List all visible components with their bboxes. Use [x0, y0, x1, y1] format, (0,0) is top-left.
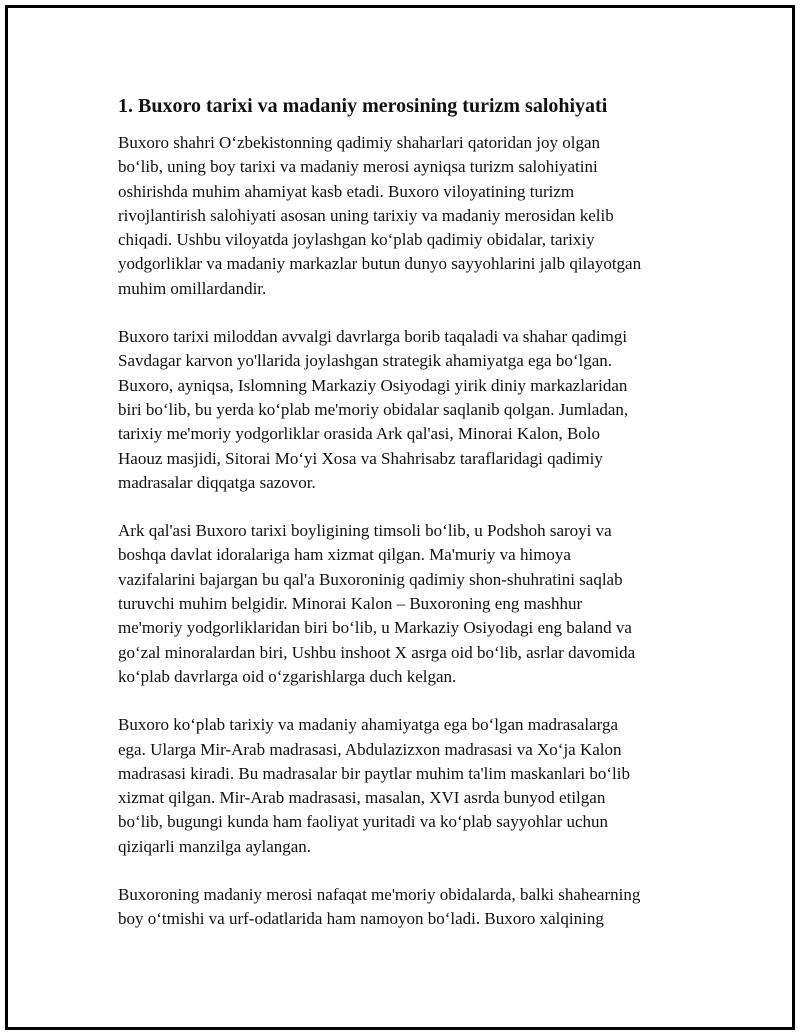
text-line: bo‘lib, uning boy tarixi va madaniy merosi ayniqsa turizm salohiyatini — [118, 157, 598, 177]
text-line: qiziqarli manzilga aylangan. — [118, 836, 312, 856]
document-body — [118, 93, 698, 956]
paragraph-1 — [118, 131, 698, 301]
text-line: xizmat qilgan. Mir-Arab madrasasi, masalan, XVI asrda bunyod etilgan — [118, 788, 606, 808]
text-line: rivojlantirish salohiyati asosan uning tarixiy va madaniy merosidan kelib — [118, 205, 614, 225]
paragraph-3 — [118, 519, 698, 689]
text-line: vazifalarini bajargan bu qal'a Buxoroninig qadimiy shon-shuhratini saqlab — [118, 569, 623, 589]
text-line: Buxoro, ayniqsa, Islomning Markaziy Osiyodagi yirik diniy markazlaridan — [118, 375, 628, 395]
text-line: madrasalar diqqatga sazovor. — [118, 472, 316, 492]
text-line: boy o‘tmishi va urf-odatlarida ham namoyon bo‘ladi. Buxoro xalqining — [118, 909, 604, 929]
text-line: yodgorliklar va madaniy markazlar butun dunyo sayyohlarini jalb qilayotgan — [118, 254, 642, 274]
text-line: turuvchi muhim belgidir. Minorai Kalon – Buxoroning eng mashhur — [118, 594, 583, 614]
text-line: oshirishda muhim ahamiyat kasb etadi. Buxoro viloyatining turizm — [118, 181, 575, 201]
text-line: go‘zal minoralardan biri, Ushbu inshoot X asrga oid bo‘lib, asrlar davomida — [118, 642, 636, 662]
text-line: biri bo‘lib, bu yerda ko‘plab me'moriy obidalar saqlanib qolgan. Jumladan, — [118, 399, 629, 419]
text-line: me'moriy yodgorliklaridan biri bo‘lib, u Markaziy Osiyodagi eng baland va — [118, 618, 632, 638]
text-line: Buxoro ko‘plab tarixiy va madaniy ahamiyatga ega bo‘lgan madrasalarga — [118, 715, 619, 735]
section-heading: 1. Buxoro tarixi va madaniy merosining turizm salohiyati — [118, 95, 608, 117]
text-line: Buxoro shahri O‘zbekistonning qadimiy shaharlari qatoridan joy olgan — [118, 133, 601, 152]
text-line: tarixiy me'moriy yodgorliklar orasida Ark qal'asi, Minorai Kalon, Bolo — [118, 424, 601, 444]
text-line: Buxoroning madaniy merosi nafaqat me'moriy obidalarda, balki shahearning — [118, 885, 641, 905]
paragraph-4 — [118, 713, 698, 859]
text-line: ko‘plab davrlarga oid o‘zgarishlarga duch kelgan. — [118, 666, 457, 686]
text-line: chiqadi. Ushbu viloyatda joylashgan ko‘plab qadimiy obidalar, tarixiy — [118, 230, 595, 250]
text-line: Haouz masjidi, Sitorai Mo‘yi Xosa va Shahrisabz taraflaridagi qadimiy — [118, 448, 603, 468]
text-line: Savdagar karvon yo'llarida joylashgan strategik ahamiyatga ega bo‘lgan. — [118, 351, 613, 371]
text-line: ega. Ularga Mir-Arab madrasasi, Abdulazizxon madrasasi va Xo‘ja Kalon — [118, 739, 622, 759]
text-line: muhim omillardandir. — [118, 278, 267, 298]
text-line: Buxoro tarixi miloddan avvalgi davrlarga borib taqaladi va shahar qadimgi — [118, 327, 628, 347]
paragraph-2 — [118, 325, 698, 495]
text-line: bo‘lib, bugungi kunda ham faoliyat yuritadi va ko‘plab sayyohlar uchun — [118, 812, 609, 832]
paragraph-5 — [118, 883, 698, 932]
text-line: madrasasi kiradi. Bu madrasalar bir paytlar muhim ta'lim maskanlari bo‘lib — [118, 763, 630, 783]
text-line: Ark qal'asi Buxoro tarixi boyligining timsoli bo‘lib, u Podshoh saroyi va — [118, 521, 612, 541]
text-line: boshqa davlat idoralariga ham xizmat qilgan. Ma'muriy va himoya — [118, 545, 571, 565]
